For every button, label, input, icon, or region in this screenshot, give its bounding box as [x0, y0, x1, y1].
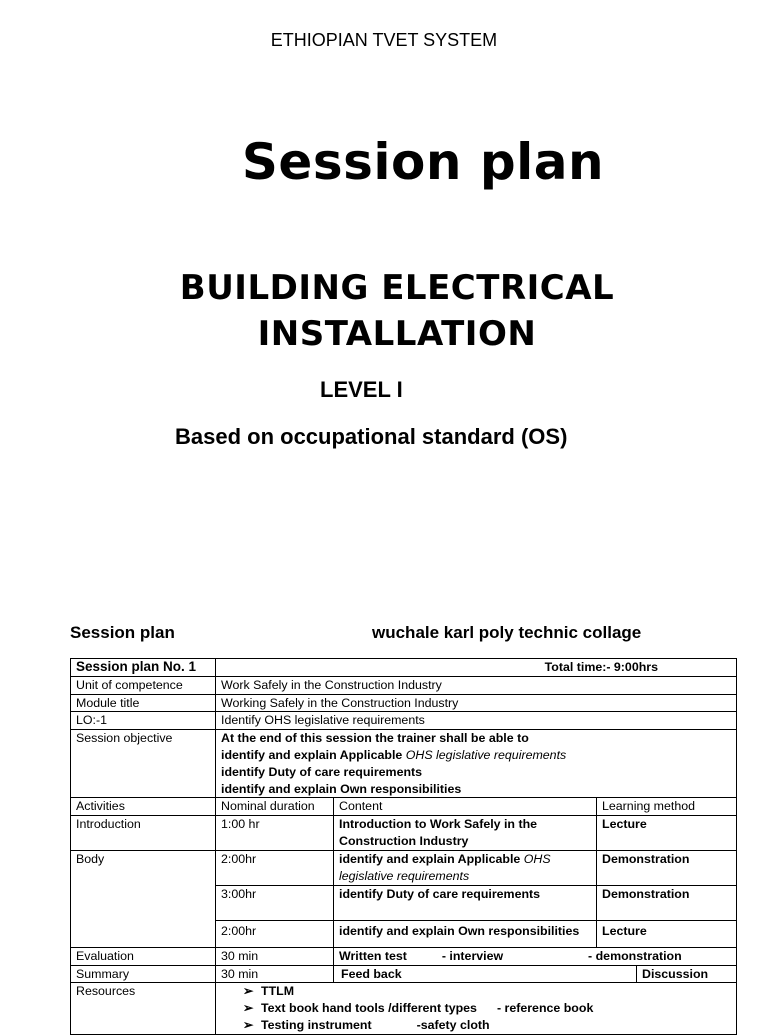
content-value: identify and explain Own responsibilities: [334, 920, 597, 947]
method-value: Demonstration: [597, 851, 737, 886]
resource-item: Testing instrument: [261, 1017, 372, 1032]
resource-item: - reference book: [496, 1001, 594, 1016]
evaluation-item: Written test: [339, 948, 407, 963]
method-value: Demonstration: [597, 885, 737, 920]
list-item: ➢ TTLM: [243, 983, 731, 1000]
table-row: [71, 659, 737, 677]
program-title-line1: BUILDING ELECTRICAL: [179, 268, 615, 308]
duration-value: 3:00hr: [216, 885, 334, 920]
document-title: Session plan: [241, 133, 605, 191]
level-label: LEVEL I: [320, 377, 403, 402]
module-value: Working Safely in the Construction Industry: [216, 694, 737, 712]
table-row: [71, 712, 737, 730]
session-plan-label: Session plan: [70, 623, 175, 642]
objective-item-text: identify and explain Applicable: [221, 747, 406, 762]
standard-basis: Based on occupational standard (OS): [175, 424, 568, 449]
activity-label: Body: [71, 851, 216, 948]
activity-label: Summary: [71, 965, 216, 983]
resource-item: Text book hand tools /different types: [261, 1001, 477, 1016]
resources-content: [216, 983, 737, 1034]
objective-item: identify Duty of care requirements: [221, 764, 423, 779]
total-time-cell: Total time:- 9:00hrs: [216, 659, 737, 677]
content-value: [334, 851, 597, 886]
evaluation-item: - demonstration: [588, 948, 682, 963]
duration-value: 2:00hr: [216, 920, 334, 947]
duration-value: 30 min: [216, 965, 334, 983]
objective-item-italic: OHS legislative requirements: [405, 747, 567, 762]
objective-value: [216, 730, 737, 798]
method-value: Lecture: [597, 920, 737, 947]
list-item: [243, 1017, 731, 1034]
duration-value: 1:00 hr: [216, 816, 334, 851]
lo-value: Identify OHS legislative requirements: [216, 712, 737, 730]
duration-value: 30 min: [216, 947, 334, 965]
table-row: [71, 851, 737, 886]
program-title-line2: INSTALLATION: [257, 314, 537, 354]
duration-value: 2:00hr: [216, 851, 334, 886]
table-row: [71, 965, 737, 983]
content-value: Introduction to Work Safely in the Construction Industry: [334, 816, 597, 851]
objective-item: [221, 747, 731, 764]
objective-intro: At the end of this session the trainer shall be able to: [221, 731, 529, 746]
activity-label: Evaluation: [71, 947, 216, 965]
col-content: Content: [334, 798, 597, 816]
evaluation-content: [334, 947, 737, 965]
unit-value: Work Safely in the Construction Industry: [216, 676, 737, 694]
program-title: [0, 265, 768, 357]
method-value: Lecture: [597, 816, 737, 851]
list-item: [243, 1000, 731, 1017]
table-row: [71, 816, 737, 851]
unit-label: Unit of competence: [71, 676, 216, 694]
activity-label: Resources: [71, 983, 216, 1034]
content-text: identify and explain Applicable: [339, 852, 524, 867]
evaluation-item: - interview: [441, 948, 504, 963]
content-italic: OHS legislative requirements: [339, 852, 551, 883]
table-row: [71, 730, 737, 798]
objective-label: Session objective: [71, 730, 216, 798]
content-value: identify Duty of care requirements: [334, 885, 597, 920]
module-label: Module title: [71, 694, 216, 712]
resource-item: -safety cloth: [416, 1017, 490, 1032]
table-header-row: [71, 798, 737, 816]
activity-label: Introduction: [71, 816, 216, 851]
col-duration: Nominal duration: [216, 798, 334, 816]
resources-list: [221, 983, 731, 1033]
lo-label: LO:-1: [71, 712, 216, 730]
table-row: [71, 947, 737, 965]
method-value: Discussion: [637, 965, 737, 983]
table-row: [71, 694, 737, 712]
session-plan-table: [70, 658, 737, 1035]
content-value: Feed back: [334, 965, 637, 983]
objective-item: identify and explain Own responsibilities: [221, 781, 462, 796]
plan-number-cell: Session plan No. 1: [71, 659, 216, 677]
institution-name: wuchale karl poly technic collage: [372, 623, 642, 642]
col-method: Learning method: [597, 798, 737, 816]
system-header: ETHIOPIAN TVET SYSTEM: [270, 30, 498, 50]
col-activities: Activities: [71, 798, 216, 816]
table-row: [71, 676, 737, 694]
table-row: [71, 983, 737, 1034]
